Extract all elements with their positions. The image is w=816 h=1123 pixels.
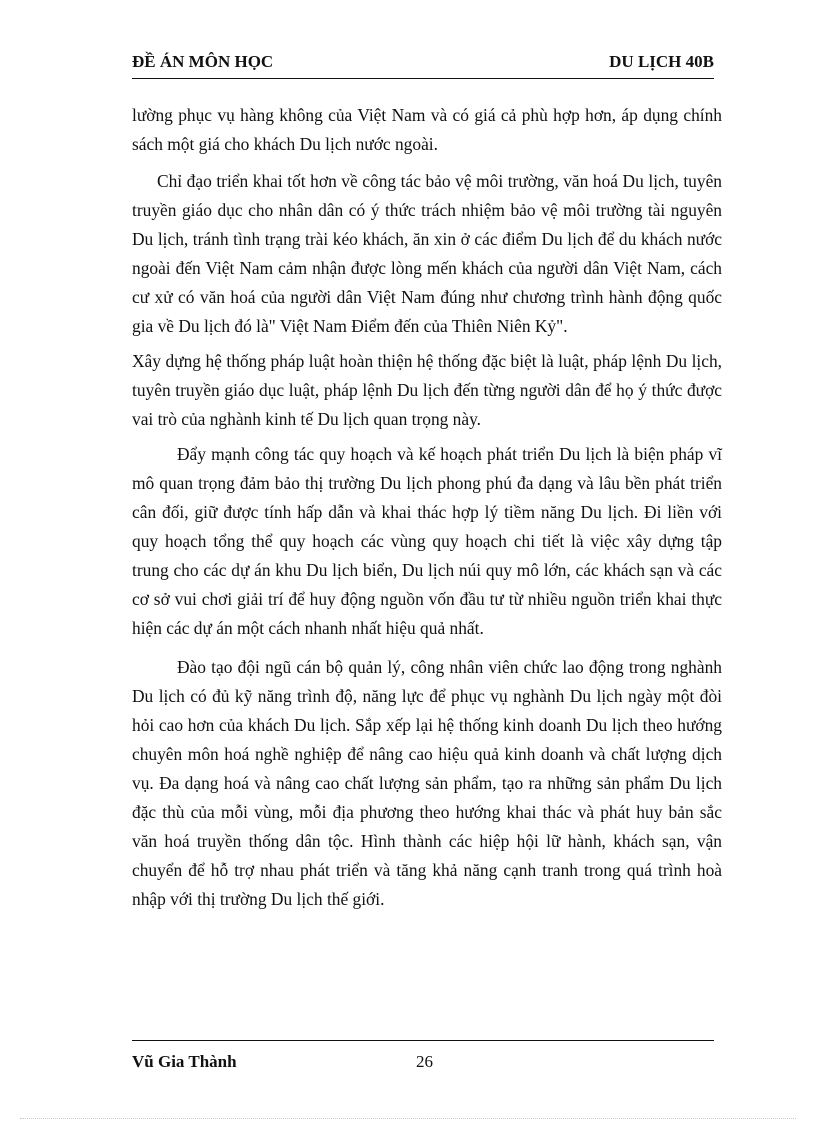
header-course-title: ĐỀ ÁN MÔN HỌC (132, 52, 274, 71)
footer-divider (132, 1040, 714, 1041)
paragraph-2: Chỉ đạo triển khai tốt hơn về công tác bảo vệ môi trường, văn hoá Du lịch, tuyên truyền giáo dục cho nhân dân có ý thức trách nhiệm bảo vệ môi trường tài nguyên Du lịch, tránh tình trạng trài kéo khách, ăn xin ở các điểm Du lịch để du khách nước ngoài đến Việt Nam cảm nhận được lòng mến khách của người dân Việt Nam, cách cư xử có văn hoá của người dân Việt Nam đúng như chương trình hành động quốc gia về Du lịch đó là" Việt Nam Điểm đến của Thiên Niên Kỷ". (132, 171, 722, 336)
footer-author: Vũ Gia Thành (132, 1052, 237, 1071)
page-number: 26 (416, 1052, 433, 1071)
body-text (132, 101, 722, 914)
paragraph-5: Đào tạo đội ngũ cán bộ quản lý, công nhân viên chức lao động trong nghành Du lịch có đủ kỹ năng trình độ, năng lực để phục vụ nghành Du lịch ngày một đòi hỏi cao hơn của khách Du lịch. Sắp xếp lại hệ thống kinh doanh Du lịch theo hướng chuyên môn hoá nghề nghiệp để nâng cao hiệu quả kinh doanh và chất lượng dịch vụ. Đa dạng hoá và nâng cao chất lượng sản phẩm, tạo ra những sản phẩm Du lịch đặc thù của mỗi vùng, mỗi địa phương theo hướng khai thác và phát huy bản sắc văn hoá truyền thống dân tộc. Hình thành các hiệp hội lữ hành, khách sạn, vận chuyển để hỗ trợ nhau phát triển và tăng khả năng cạnh tranh trong quá trình hoà nhập với thị trường Du lịch thế giới. (132, 657, 722, 909)
paragraph-1: lường phục vụ hàng không của Việt Nam và có giá cả phù hợp hơn, áp dụng chính sách một giá cho khách Du lịch nước ngoài. (132, 105, 722, 154)
page-header (132, 52, 714, 79)
page-bottom-edge (20, 1118, 796, 1119)
paragraph-4: Đẩy mạnh công tác quy hoạch và kế hoạch phát triển Du lịch là biện pháp vĩ mô quan trọng đảm bảo thị trường Du lịch phong phú đa dạng và lâu bền phát triển cân đối, giữ được tính hấp dẫn và khai thác hợp lý tiềm năng Du lịch. Đi liền với quy hoạch tổng thể quy hoạch các vùng quy hoạch chi tiết là việc xây dựng tập trung cho các dự án khu Du lịch biển, Du lịch núi quy mô lớn, các khách sạn và các cơ sở vui chơi giải trí để huy động nguồn vốn đầu tư từ nhiều nguồn triển khai thực hiện các dự án một cách nhanh nhất hiệu quả nhất. (132, 444, 722, 638)
paragraph-3: Xây dựng hệ thống pháp luật hoàn thiện hệ thống đặc biệt là luật, pháp lệnh Du lịch, tuyên truyền giáo dục luật, pháp lệnh Du lịch đến từng người dân để họ ý thức được vai trò của nghành kinh tế Du lịch quan trọng này. (132, 351, 722, 429)
header-class-label: DU LỊCH 40B (609, 52, 714, 71)
